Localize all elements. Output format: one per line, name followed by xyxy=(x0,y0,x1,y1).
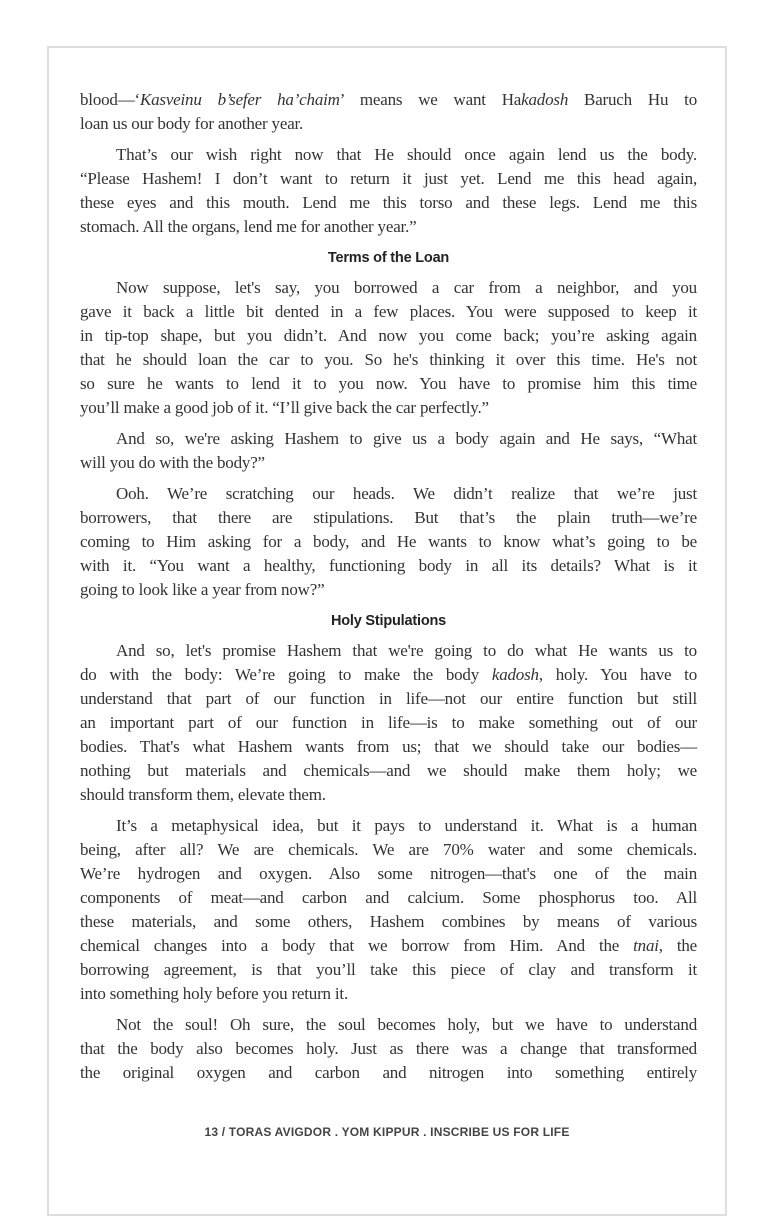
text-line: that the body also becomes holy. Just as there was a change that transformed xyxy=(80,1039,697,1058)
text-line: in tip-top shape, but you didn’t. And now you come back; you’re asking again xyxy=(80,326,697,345)
text-line: chemical changes into a body that we borrow from Him. And the tnai, the xyxy=(80,936,697,955)
text-line: gave it back a little bit dented in a few places. You were supposed to keep it xyxy=(80,302,697,321)
text-line: going to look like a year from now?” xyxy=(80,580,325,599)
text-line: the original oxygen and carbon and nitrogen into something entirely xyxy=(80,1063,697,1082)
paragraph xyxy=(80,427,697,475)
text-line: these eyes and this mouth. Lend me this torso and these legs. Lend me this xyxy=(80,193,697,212)
section-heading-terms-of-the-loan: Terms of the Loan xyxy=(327,250,450,266)
section-terms-of-the-loan xyxy=(80,276,697,602)
text-line: so sure he wants to lend it to you now. You have to promise him this time xyxy=(80,374,697,393)
text-line: bodies. That's what Hashem wants from us; that we should take our bodies— xyxy=(80,737,697,756)
section-holy-stipulations xyxy=(80,639,697,1085)
text-line: being, after all? We are chemicals. We are 70% water and some chemicals. xyxy=(80,840,697,859)
page-footer: 13 / TORAS AVIGDOR . YOM KIPPUR . INSCRIBE US FOR LIFE xyxy=(204,1125,570,1139)
text-line: borrowers, that there are stipulations. But that’s the plain truth—we’re xyxy=(80,508,697,527)
text-line: components of meat—and carbon and calcium. Some phosphorus too. All xyxy=(80,888,697,907)
text-line: you’ll make a good job of it. “I’ll give back the car perfectly.” xyxy=(80,398,489,417)
paragraph xyxy=(80,1013,697,1085)
text-line: “Please Hashem! I don’t want to return it just yet. Lend me this head again, xyxy=(80,169,697,188)
text-line: And so, let's promise Hashem that we're going to do what He wants us to xyxy=(116,641,697,660)
paragraph xyxy=(80,143,697,239)
text-line: borrowing agreement, is that you’ll take this piece of clay and transform it xyxy=(80,960,697,979)
section-intro xyxy=(80,88,697,239)
text-line: blood—‘Kasveinu b’sefer ha’chaim’ means we want Hakadosh Baruch Hu to xyxy=(80,90,697,109)
text-line: Not the soul! Oh sure, the soul becomes holy, but we have to understand xyxy=(116,1015,697,1034)
page-body xyxy=(80,88,697,1092)
section-heading-holy-stipulations: Holy Stipulations xyxy=(330,613,447,629)
text-line: We’re hydrogen and oxygen. Also some nitrogen—that's one of the main xyxy=(80,864,697,883)
paragraph xyxy=(80,276,697,420)
text-line: And so, we're asking Hashem to give us a body again and He says, “What xyxy=(116,429,697,448)
paragraph xyxy=(80,88,697,136)
text-line: should transform them, elevate them. xyxy=(80,785,326,804)
paragraph xyxy=(80,814,697,1006)
text-line: an important part of our function in life—is to make something out of our xyxy=(80,713,697,732)
text-line: will you do with the body?” xyxy=(80,453,265,472)
text-line: with it. “You want a healthy, functioning body in all its details? What is it xyxy=(80,556,697,575)
text-line: It’s a metaphysical idea, but it pays to understand it. What is a human xyxy=(116,816,697,835)
text-line: these materials, and some others, Hashem combines by means of various xyxy=(80,912,697,931)
text-line: stomach. All the organs, lend me for another year.” xyxy=(80,217,417,236)
text-line: that he should loan the car to you. So he's thinking it over this time. He's not xyxy=(80,350,697,369)
text-line: Ooh. We’re scratching our heads. We didn’t realize that we’re just xyxy=(116,484,697,503)
text-line: coming to Him asking for a body, and He wants to know what’s going to be xyxy=(80,532,697,551)
text-line: into something holy before you return it. xyxy=(80,984,349,1003)
text-line: Now suppose, let's say, you borrowed a car from a neighbor, and you xyxy=(116,278,697,297)
text-line: That’s our wish right now that He should once again lend us the body. xyxy=(116,145,697,164)
text-line: do with the body: We’re going to make the body kadosh, holy. You have to xyxy=(80,665,697,684)
text-line: nothing but materials and chemicals—and we should make them holy; we xyxy=(80,761,697,780)
text-line: understand that part of our function in life—not our entire function but still xyxy=(80,689,697,708)
paragraph xyxy=(80,639,697,807)
paragraph xyxy=(80,482,697,602)
text-line: loan us our body for another year. xyxy=(80,114,304,133)
